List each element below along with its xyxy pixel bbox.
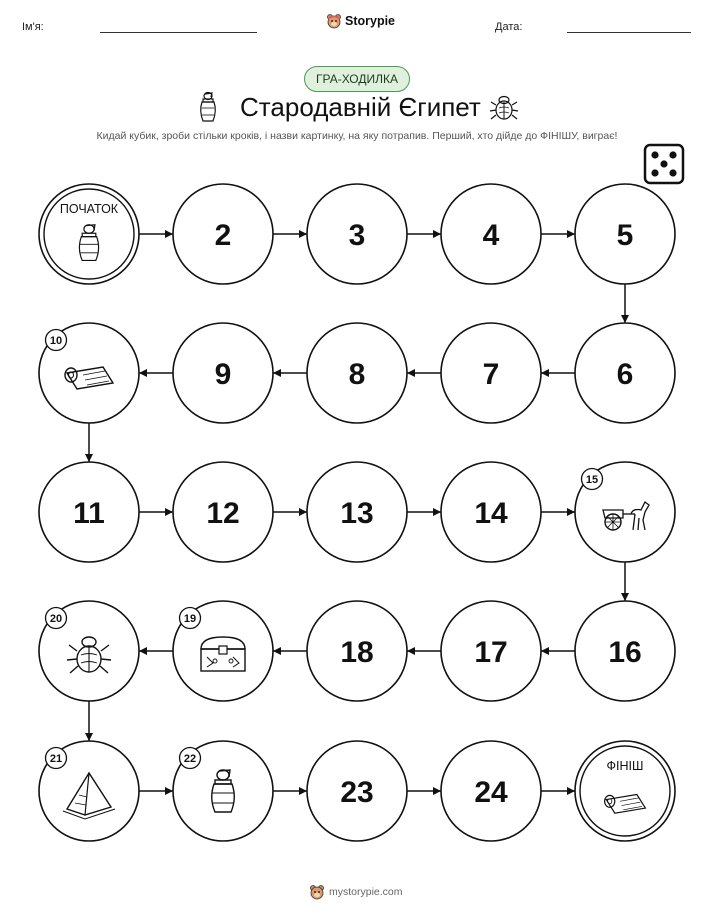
start-label: ПОЧАТОК: [59, 202, 119, 216]
board-space-17: [441, 601, 541, 701]
board-space-10: [39, 323, 139, 423]
path-arrow: [139, 369, 173, 377]
space-number: 19: [183, 613, 197, 625]
board-space-16: [575, 601, 675, 701]
game-type-badge: ГРА-ХОДИЛКА: [304, 66, 410, 92]
space-number-badge: [46, 330, 67, 351]
path-arrow: [85, 423, 93, 462]
path-arrow: [407, 508, 441, 516]
board-space-13: [307, 462, 407, 562]
board-space-1: [39, 184, 139, 284]
space-number: 3: [348, 219, 366, 252]
board-space-22: [173, 741, 273, 841]
path-arrow: [139, 230, 173, 238]
space-number: 12: [206, 497, 240, 530]
board-space-7: [441, 323, 541, 423]
board-space-19: [173, 601, 273, 701]
path-arrow: [139, 787, 173, 795]
space-number: 4: [482, 219, 500, 252]
space-number: 17: [474, 636, 508, 669]
path-arrow: [407, 230, 441, 238]
bear-icon: [309, 884, 325, 900]
path-arrow: [273, 230, 307, 238]
board-space-21: [39, 741, 139, 841]
space-number: 2: [214, 219, 232, 252]
name-label: Ім'я:: [22, 21, 44, 33]
space-number: 23: [340, 776, 374, 809]
space-number-badge: [180, 608, 201, 629]
footer: [309, 884, 403, 900]
page-title: Стародавній Єгипет: [240, 92, 481, 122]
finish-label: ФІНІШ: [606, 759, 644, 773]
path-arrow: [273, 787, 307, 795]
board-space-2: [173, 184, 273, 284]
board-space-3: [307, 184, 407, 284]
board-space-25: [575, 741, 675, 841]
path-arrow: [407, 647, 441, 655]
space-number-badge: [46, 608, 67, 629]
board-space-5: [575, 184, 675, 284]
space-number: 11: [73, 497, 105, 530]
space-number: 6: [616, 358, 634, 391]
space-number: 18: [340, 636, 374, 669]
space-number: 21: [49, 753, 63, 765]
path-arrow: [621, 562, 629, 601]
board-space-6: [575, 323, 675, 423]
path-arrow: [85, 701, 93, 741]
path-arrow: [139, 508, 173, 516]
path-arrow: [541, 369, 575, 377]
path-arrow: [407, 787, 441, 795]
space-number: 16: [608, 636, 642, 669]
space-number: 8: [348, 358, 366, 391]
date-label: Дата:: [495, 21, 523, 33]
footer-url: mystorypie.com: [329, 886, 403, 898]
space-number: 24: [474, 776, 508, 809]
path-arrow: [273, 647, 307, 655]
board-space-12: [173, 462, 273, 562]
space-number-badge: [582, 469, 603, 490]
board-space-9: [173, 323, 273, 423]
space-number: 9: [214, 358, 232, 391]
board-space-14: [441, 462, 541, 562]
space-number-badge: [46, 748, 67, 769]
brand-name: Storypie: [345, 14, 396, 28]
path-arrow: [139, 647, 173, 655]
board-space-15: [575, 462, 675, 562]
space-number: 14: [474, 497, 508, 530]
board-space-11: [39, 462, 139, 562]
path-arrow: [541, 787, 575, 795]
path-arrow: [541, 647, 575, 655]
space-number: 22: [183, 753, 197, 765]
space-number: 15: [585, 474, 599, 486]
path-arrow: [621, 284, 629, 323]
space-number: 5: [616, 219, 634, 252]
instructions: Кидай кубик, зроби стільки кроків, і назви картинку, на яку потрапив. Перший, хто дійде до ФІНІШУ, виграє!: [96, 130, 618, 142]
path-arrow: [541, 508, 575, 516]
board-space-20: [39, 601, 139, 701]
space-number: 10: [49, 335, 63, 347]
space-number: 7: [482, 358, 500, 391]
path-arrow: [273, 369, 307, 377]
board-space-24: [441, 741, 541, 841]
path-arrow: [541, 230, 575, 238]
path-arrow: [273, 508, 307, 516]
board-space-23: [307, 741, 407, 841]
space-number: 13: [340, 497, 374, 530]
board-space-8: [307, 323, 407, 423]
board-space-18: [307, 601, 407, 701]
space-number-badge: [180, 748, 201, 769]
path-arrow: [407, 369, 441, 377]
space-number: 20: [49, 613, 63, 625]
board-space-4: [441, 184, 541, 284]
